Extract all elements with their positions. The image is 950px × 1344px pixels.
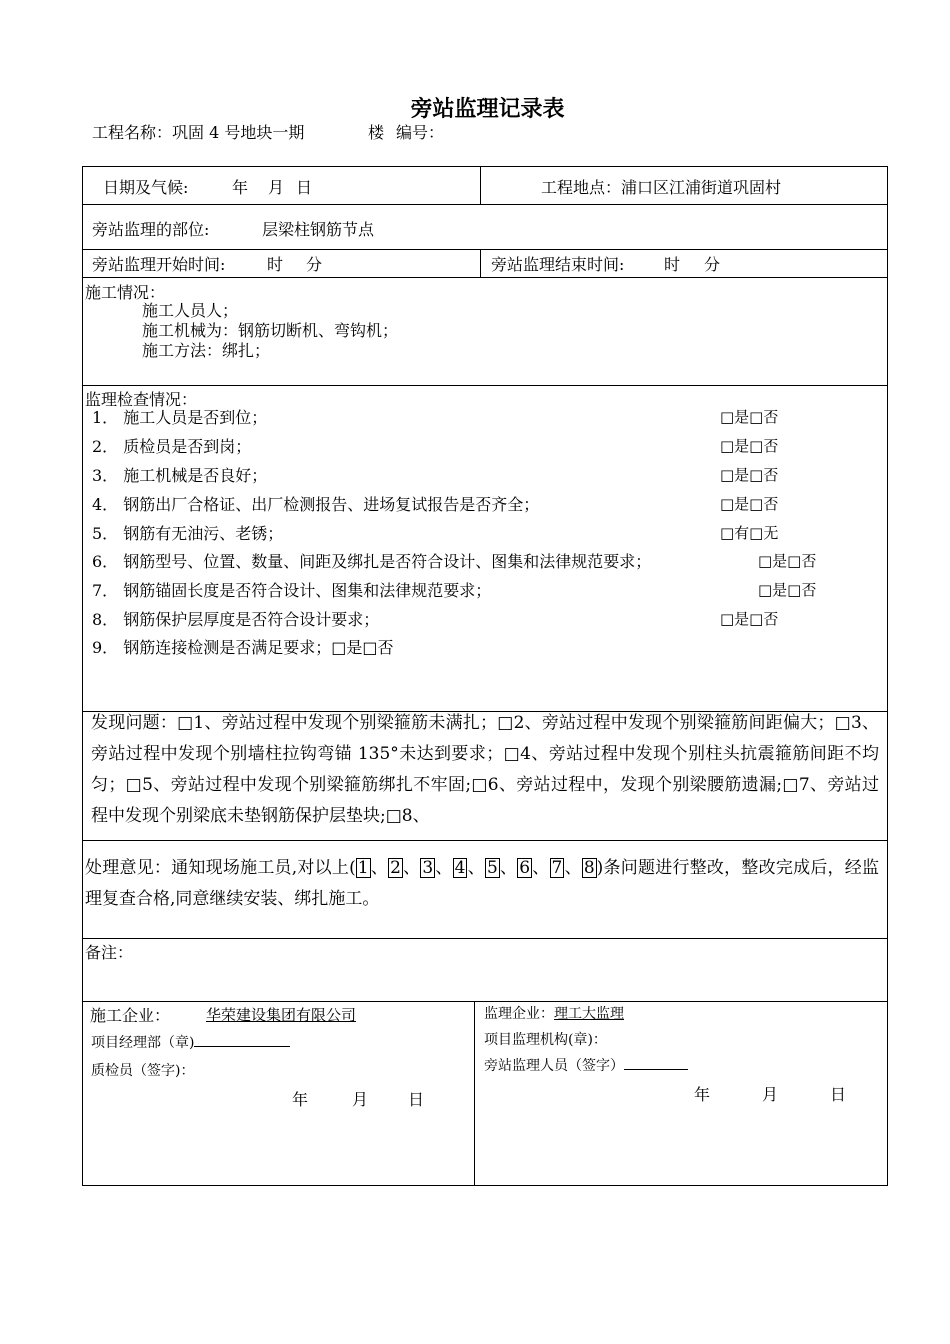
- problem-number-box[interactable]: 2: [390, 858, 401, 878]
- problems-found: 发现问题：□1、旁站过程中发现个别梁箍筋未满扎；□2、旁站过程中发现个别梁箍筋间距偏大；□3、旁站过程中发现个别墙柱拉钩弯锚 135°未达到要求；□4、旁站过程中发现个别柱头抗震箍筋间距不均匀；□5、旁站过程中发现个别梁箍筋绑扎不牢固;□6、旁站过程中，发现个别梁腰筋遗漏;□7、旁站过程中发现个别梁底未垫钢筋保护层垫块;□8、: [91, 713, 879, 826]
- problem-number-box[interactable]: 7: [551, 858, 563, 878]
- opinion-separator: 、: [435, 858, 453, 878]
- end-hour: 时: [664, 255, 681, 274]
- inspection-options[interactable]: □是□否: [720, 610, 779, 628]
- row-divider: [82, 249, 888, 250]
- inspection-item: 1． 施工人员是否到位；: [92, 408, 268, 427]
- table-border-top: [82, 166, 888, 167]
- sign-day: 日: [408, 1090, 425, 1109]
- table-border-right: [887, 166, 888, 1185]
- opinion-separator: 、: [467, 858, 485, 878]
- end-minute: 分: [704, 255, 721, 274]
- construction-company-label: 施工企业：: [90, 1006, 171, 1025]
- start-hour: 时: [267, 255, 284, 274]
- signature-blank[interactable]: [624, 1055, 688, 1070]
- row-divider: [82, 938, 888, 939]
- project-manager-label: 项目经理部（章): [91, 1032, 290, 1052]
- inspection-item: 7． 钢筋锚固长度是否符合设计、图集和法律规范要求；: [92, 581, 492, 600]
- date-month: 月: [268, 178, 285, 197]
- inspection-options[interactable]: □是□否: [720, 408, 779, 426]
- date-weather-label: 日期及气候:: [103, 178, 189, 197]
- quality-inspector-label: 质检员（签字)：: [91, 1063, 195, 1079]
- supervision-company-value: 理工大监理: [554, 1006, 624, 1022]
- problem-number-box[interactable]: 1: [357, 858, 369, 878]
- date-year: 年: [232, 178, 249, 197]
- construction-company-value: 华荣建设集团有限公司: [206, 1006, 357, 1024]
- handling-opinion: [85, 853, 879, 915]
- supervision-part-label: 旁站监理的部位:: [92, 220, 210, 239]
- opinion-separator: 、: [402, 858, 421, 878]
- inspection-options[interactable]: □是□否: [758, 552, 817, 570]
- problem-number-box[interactable]: 5: [486, 858, 498, 878]
- inspection-item: 9． 钢筋连接检测是否满足要求；□是□否: [92, 638, 394, 657]
- inspection-options[interactable]: □是□否: [758, 581, 817, 599]
- problem-number-box[interactable]: 6: [519, 858, 531, 878]
- construction-heading: 施工情况：: [85, 283, 166, 302]
- sign-day: 日: [830, 1085, 847, 1104]
- inspection-options[interactable]: □是□否: [720, 495, 779, 513]
- inspection-item: 5． 钢筋有无油污、老锈；: [92, 524, 284, 543]
- supervision-org-label: 项目监理机构(章)：: [484, 1032, 607, 1048]
- problem-number-box[interactable]: 4: [454, 858, 466, 878]
- row-divider: [82, 277, 888, 278]
- problem-number-box[interactable]: 3: [422, 858, 434, 878]
- record-number-label: 编号：: [396, 123, 445, 142]
- signature-blank[interactable]: [194, 1032, 290, 1047]
- construction-line: 施工方法：绑扎；: [142, 341, 271, 360]
- opinion-separator: 、: [564, 858, 582, 878]
- date-day: 日: [296, 178, 313, 197]
- sign-year: 年: [694, 1085, 711, 1104]
- project-name: 工程名称：巩固 4 号地块一期: [92, 123, 305, 142]
- sign-month: 月: [762, 1085, 779, 1104]
- inspection-item: 8． 钢筋保护层厚度是否符合设计要求；: [92, 610, 380, 629]
- cell-divider: [480, 166, 481, 204]
- supervision-part-value: 层梁柱钢筋节点: [262, 220, 375, 239]
- inspection-options[interactable]: □有□无: [720, 524, 779, 542]
- remarks-label: 备注：: [85, 943, 134, 962]
- opinion-prefix: 处理意见：通知现场施工员,对以上(: [85, 858, 356, 878]
- sign-year: 年: [292, 1090, 309, 1109]
- inspection-item: 2． 质检员是否到岗；: [92, 437, 252, 456]
- opinion-separator: 、: [370, 858, 389, 878]
- inspection-options[interactable]: □是□否: [720, 466, 779, 484]
- project-location: 工程地点：浦口区江浦街道巩固村: [541, 178, 782, 197]
- sign-month: 月: [352, 1090, 369, 1109]
- problem-number-box[interactable]: 8: [583, 858, 595, 878]
- inspection-options[interactable]: □是□否: [720, 437, 779, 455]
- row-divider: [82, 1001, 888, 1002]
- row-divider: [82, 840, 888, 841]
- cell-divider: [474, 1001, 475, 1185]
- start-minute: 分: [306, 255, 323, 274]
- end-time-label: 旁站监理结束时间:: [491, 255, 625, 274]
- inspection-item: 4． 钢筋出厂合格证、出厂检测报告、进场复试报告是否齐全；: [92, 495, 540, 514]
- cell-divider: [480, 249, 481, 277]
- row-divider: [82, 204, 888, 205]
- opinion-separator: 、: [532, 858, 550, 878]
- inspection-item: 6． 钢筋型号、位置、数量、间距及绑扎是否符合设计、图集和法律规范要求；: [92, 552, 652, 571]
- opinion-suffix: )条问题进行整改，整改完成后，经监理复查合格,同意继续安装、绑扎施工。: [85, 858, 880, 909]
- construction-line: 施工机械为：钢筋切断机、弯钩机；: [142, 321, 399, 340]
- start-time-label: 旁站监理开始时间:: [92, 255, 226, 274]
- inspection-heading: 监理检查情况：: [85, 390, 198, 409]
- table-border-bottom: [82, 1185, 888, 1186]
- supervision-company-label: 监理企业：理工大监理: [484, 1006, 624, 1022]
- row-divider: [82, 385, 888, 386]
- inspection-item: 3． 施工机械是否良好；: [92, 466, 268, 485]
- page-title: 旁站监理记录表: [410, 96, 565, 122]
- supervision-staff-label: 旁站监理人员（签字）: [484, 1055, 688, 1075]
- construction-line: 施工人员人；: [142, 301, 239, 320]
- building-label: 楼: [368, 123, 385, 142]
- opinion-separator: 、: [499, 858, 518, 878]
- table-border-left: [82, 166, 83, 1185]
